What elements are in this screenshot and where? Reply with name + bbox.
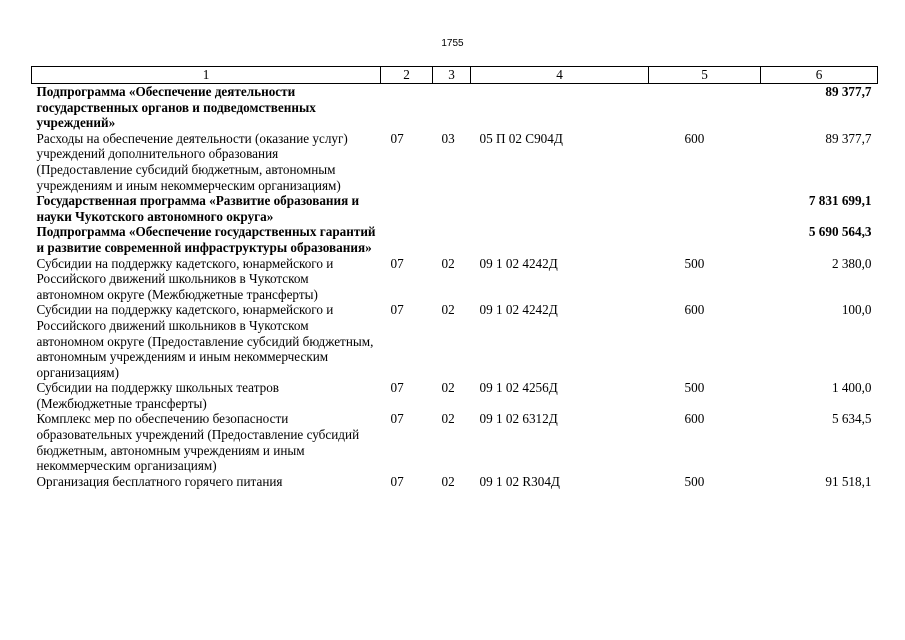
- header-col-name: 1: [32, 67, 381, 84]
- table-row: [32, 380, 878, 411]
- table-row: [32, 224, 878, 255]
- table-row: [32, 411, 878, 473]
- row-expense-type-cell: [649, 224, 761, 255]
- row-section-cell: [381, 84, 433, 131]
- row-amount-cell: 7 831 699,1: [808, 193, 872, 209]
- row-name-cell: Подпрограмма «Обеспечение деятельности государственных органов и подведомственных учреждений»: [36, 84, 316, 131]
- row-target-cell: 09 1 02 6312Д: [479, 411, 558, 427]
- row-expense-type-cell: 500: [684, 380, 705, 396]
- row-amount-cell: 89 377,7: [825, 84, 872, 99]
- table-header: [32, 67, 878, 84]
- row-section-cell: 07: [390, 130, 404, 146]
- table-row: [32, 302, 878, 380]
- table-row: [32, 474, 878, 490]
- row-subsection-cell: [433, 224, 471, 255]
- row-subsection-cell: 02: [441, 411, 455, 427]
- header-col-amount: 6: [761, 67, 878, 84]
- table-row: [32, 193, 878, 224]
- row-name-cell: Субсидии на поддержку кадетского, юнармейского и Российского движений школьников в Чукотском автономном округе (Предоставление субсидий бюджетным, автономным учреждениям и иным некоммерческим организациям): [36, 302, 374, 380]
- row-expense-type-cell: 600: [684, 302, 705, 318]
- row-name-cell: Подпрограмма «Обеспечение государственных гарантий и развитие современной инфраструктуры образования»: [36, 224, 376, 255]
- row-name-cell: Организация бесплатного горячего питания: [36, 473, 283, 489]
- row-section-cell: 07: [390, 380, 404, 396]
- row-expense-type-cell: 500: [684, 255, 705, 271]
- row-target-cell: [471, 224, 649, 255]
- row-name-cell: Расходы на обеспечение деятельности (оказание услуг) учреждений дополнительного образования (Предоставление субсидий бюджетным, автономным учреждениям и иным некоммерческим организациям): [36, 130, 348, 193]
- row-target-cell: [471, 193, 649, 224]
- table-row: [32, 84, 878, 131]
- row-section-cell: 07: [390, 411, 404, 427]
- row-name-cell: Субсидии на поддержку школьных театров (Межбюджетные трансферты): [36, 380, 280, 411]
- row-name-cell: Государственная программа «Развитие образования и науки Чукотского автономного округа»: [36, 193, 360, 224]
- row-name-cell: Комплекс мер по обеспечению безопасности образовательных учреждений (Предоставление субсидий бюджетным, автономным учреждениям и иным некоммерческим организациям): [36, 411, 360, 474]
- row-target-cell: 09 1 02 4242Д: [479, 255, 558, 271]
- row-subsection-cell: [433, 193, 471, 224]
- header-col-subsection: 3: [433, 67, 471, 84]
- row-target-cell: 09 1 02 4256Д: [479, 380, 558, 396]
- row-target-cell: 05 П 02 С904Д: [479, 130, 563, 146]
- row-expense-type-cell: [649, 193, 761, 224]
- row-expense-type-cell: 600: [684, 411, 705, 427]
- row-amount-cell: 89 377,7: [825, 130, 872, 146]
- header-col-section: 2: [381, 67, 433, 84]
- header-col-target: 4: [471, 67, 649, 84]
- row-subsection-cell: 03: [441, 130, 455, 146]
- header-col-expense-type: 5: [649, 67, 761, 84]
- page-number: 1755: [441, 38, 464, 49]
- row-amount-cell: 100,0: [841, 302, 872, 318]
- budget-table: [31, 66, 878, 489]
- row-subsection-cell: 02: [441, 255, 455, 271]
- row-expense-type-cell: [649, 84, 761, 131]
- row-subsection-cell: 02: [441, 302, 455, 318]
- row-section-cell: 07: [390, 302, 404, 318]
- row-subsection-cell: 02: [441, 473, 455, 489]
- row-section-cell: 07: [390, 473, 404, 489]
- row-amount-cell: 2 380,0: [831, 255, 872, 271]
- row-expense-type-cell: 600: [684, 130, 705, 146]
- row-subsection-cell: [433, 84, 471, 131]
- row-section-cell: 07: [390, 255, 404, 271]
- row-amount-cell: 5 690 564,3: [808, 224, 872, 240]
- row-amount-cell: 5 634,5: [831, 411, 872, 427]
- row-subsection-cell: 02: [441, 380, 455, 396]
- row-amount-cell: 91 518,1: [825, 473, 872, 489]
- row-name-cell: Субсидии на поддержку кадетского, юнармейского и Российского движений школьников в Чукотском автономном округе (Межбюджетные трансферты): [36, 255, 334, 302]
- table-row: [32, 131, 878, 193]
- row-target-cell: [471, 84, 649, 131]
- row-target-cell: 09 1 02 4242Д: [479, 302, 558, 318]
- row-section-cell: [381, 193, 433, 224]
- header-row: [32, 67, 878, 84]
- row-target-cell: 09 1 02 R304Д: [479, 473, 560, 489]
- row-expense-type-cell: 500: [684, 473, 705, 489]
- table-row: [32, 256, 878, 303]
- table-body: [32, 84, 878, 490]
- row-section-cell: [381, 224, 433, 255]
- row-amount-cell: 1 400,0: [831, 380, 872, 396]
